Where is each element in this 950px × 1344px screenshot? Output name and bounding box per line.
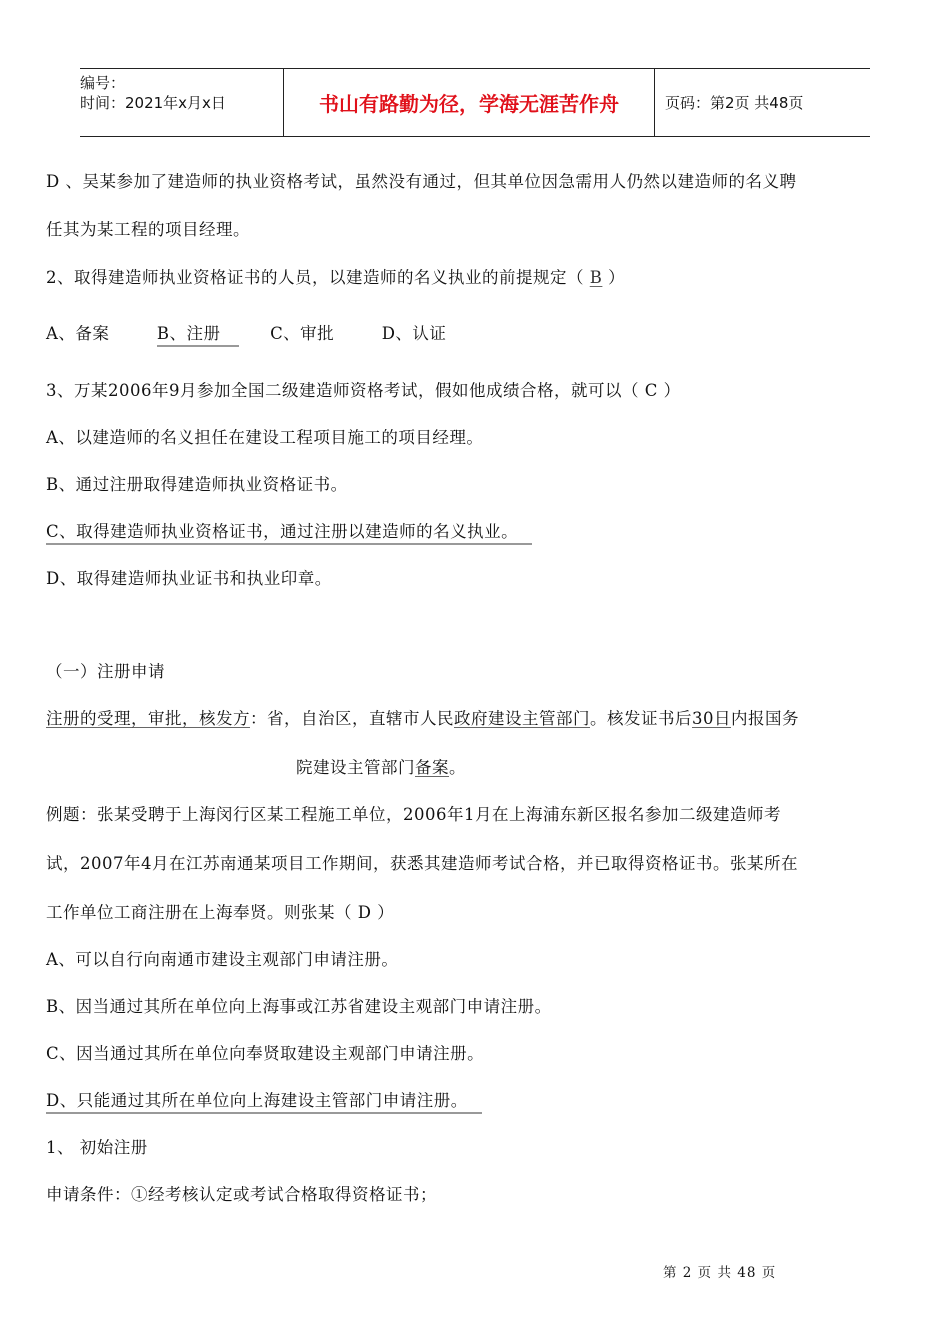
- option-c: C、因当通过其所在单位向奉贤取建设主观部门申请注册。: [46, 1044, 485, 1063]
- option-b: B、通过注册取得建造师执业资格证书。: [46, 475, 348, 494]
- example-line: 例题：张某受聘于上海闵行区某工程施工单位，2006年1月在上海浦东新区报名参加二级建造师考: [46, 805, 781, 824]
- text: 院建设主管部门: [296, 758, 415, 777]
- option-a: A、备案: [46, 324, 110, 343]
- option-c: C、取得建造师执业资格证书，通过注册以建造师的名义执业。: [46, 522, 532, 545]
- underlined-text: 备案: [415, 758, 449, 777]
- text: 。: [449, 758, 466, 777]
- option-a: A、可以自行向南通市建设主观部门申请注册。: [46, 950, 399, 969]
- underlined-text: 政府建设主管部门: [454, 709, 590, 728]
- option-d: D、认证: [381, 324, 447, 343]
- page-header: [80, 68, 870, 137]
- option-a: A、以建造师的名义担任在建设工程项目施工的项目经理。: [46, 428, 484, 447]
- paragraph-1: [46, 705, 799, 729]
- underlined-text: 注册的受理，审批，核发方: [46, 709, 250, 728]
- option-b: B、注册: [157, 324, 239, 347]
- code-label: 编号：: [80, 74, 126, 92]
- option-d-wrap: [46, 1087, 482, 1111]
- question-end: ）: [608, 268, 626, 287]
- page-label: 页码：第2页 共48页: [665, 94, 804, 112]
- text-line: D 、吴某参加了建造师的执业资格考试，虽然没有通过，但其单位因急需用人仍然以建造师的名义聘: [46, 172, 797, 191]
- option-c-wrap: [46, 518, 532, 542]
- subsection-title: 1、 初始注册: [46, 1138, 148, 1157]
- motto: 书山有路勤为径，学海无涯苦作舟: [283, 69, 655, 136]
- underlined-text: 30日: [692, 709, 731, 728]
- date-label: 时间：2021年x月x日: [80, 94, 226, 112]
- q2-options: [46, 320, 446, 344]
- text: 内报国务: [731, 709, 799, 728]
- text: 。核发证书后: [590, 709, 692, 728]
- section-title: （一）注册申请: [46, 662, 165, 681]
- text: ：省，自治区，直辖市人民: [250, 709, 454, 728]
- example-line: 工作单位工商注册在上海奉贤。则张某（ D ）: [46, 903, 395, 922]
- question-3: 3、万某2006年9月参加全国二级建造师资格考试，假如他成绩合格，就可以（ C ）: [46, 381, 681, 400]
- header-meta: [80, 69, 283, 136]
- answer: B: [589, 268, 603, 287]
- page-footer: 第 2 页 共 48 页: [663, 1265, 777, 1281]
- paragraph-1-cont: [296, 754, 466, 778]
- option-b: B、因当通过其所在单位向上海事或江苏省建设主观部门申请注册。: [46, 997, 552, 1016]
- text-line: 申请条件：①经考核认定或考试合格取得资格证书；: [46, 1185, 437, 1204]
- option-d: D、只能通过其所在单位向上海建设主管部门申请注册。: [46, 1091, 482, 1114]
- option-d: D、取得建造师执业证书和执业印章。: [46, 569, 332, 588]
- option-c: C、审批: [270, 324, 335, 343]
- text-line: 任其为某工程的项目经理。: [46, 220, 250, 239]
- question-text: 2、取得建造师执业资格证书的人员，以建造师的名义执业的前提规定（: [46, 268, 584, 287]
- example-line: 试，2007年4月在江苏南通某项目工作期间，获悉其建造师考试合格，并已取得资格证书。张某所在: [46, 854, 798, 873]
- question-2: [46, 264, 625, 288]
